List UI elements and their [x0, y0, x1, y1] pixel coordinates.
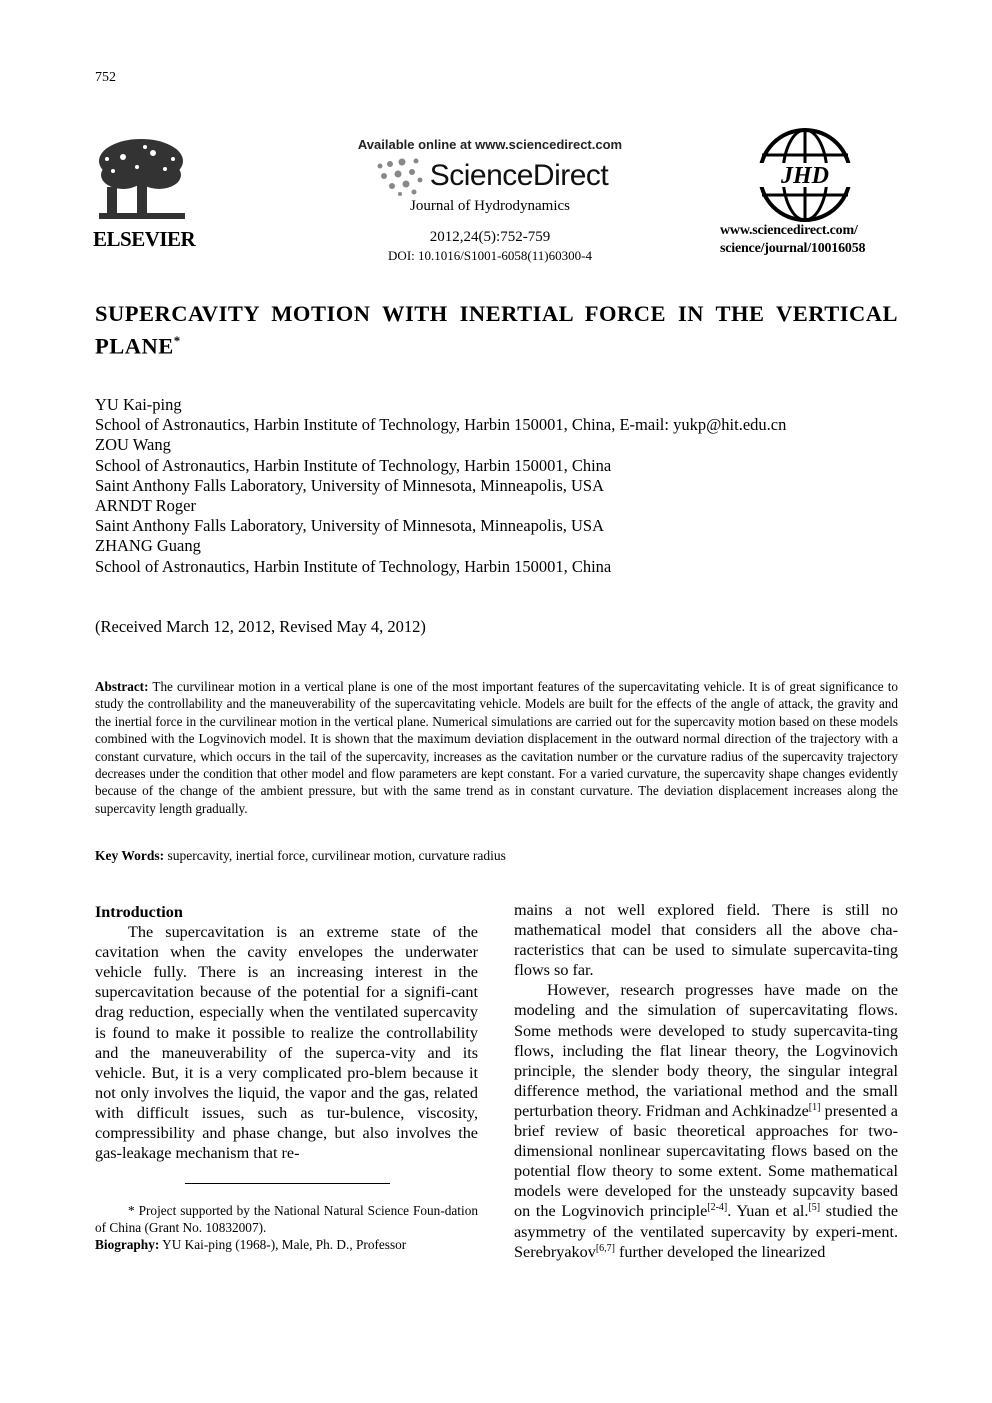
- title-footnote-mark: *: [173, 333, 181, 348]
- biography-label: Biography:: [95, 1237, 160, 1253]
- elsevier-wordmark: ELSEVIER: [93, 227, 196, 251]
- paper-title: [95, 300, 898, 360]
- abstract-text: The curvilinear motion in a vertical plane is one of the most important features of the supercavitating vehicle. It is of great significance to study the controllability and the maneuverability of the supercavitating vehicle. Models are built for the effects of the angle of attack, the gravity and the inertial force in the curvilinear motion in the vertical plane. Numerical simulations are carried out for the supercavity motion based on these models combined with the Logvinovich model. It is shown that the maximum deviation displacement in the outward normal direction of the trajectory with a constant curvature, which occurs in the tail of the supercavity, increases as the cavitation number or the curvature radius of the supercavity trajectory decreases under the condition that other model and flow parameters are kept constant. For a varied curvature, the supercavity shape changes evidently because of the change of the ambient pressure, but with the same trend as in constant curvature. The deviation displacement increases along the supercavity length gradually.: [95, 679, 898, 816]
- jhd-url-line1: www.sciencedirect.com/: [720, 223, 858, 238]
- doi: DOI: 10.1016/S1001-6058(11)60300-4: [388, 248, 592, 263]
- text-run: studied the asymmetry of the ventilated supercavity by experi-ment. Serebryakov: [514, 1202, 899, 1261]
- sciencedirect-name: ScienceDirect: [429, 159, 609, 192]
- author-block: [95, 395, 898, 577]
- paragraph: [514, 980, 898, 1261]
- paragraph: mains a not well explored field. There is still no mathematical model that considers all the above cha-racteristics that can be used to simulate supercavita-ting flows so far.: [514, 901, 898, 980]
- text-run: further developed the linearized: [614, 1242, 826, 1261]
- journal-name: Journal of Hydrodynamics: [410, 198, 570, 214]
- section-heading: Introduction: [95, 903, 183, 921]
- citation: [6,7]: [595, 1242, 615, 1254]
- citation: [5]: [808, 1202, 821, 1214]
- author-line: YU Kai-ping: [95, 395, 182, 414]
- keywords-text: supercavity, inertial force, curvilinear motion, curvature radius: [167, 848, 506, 863]
- available-online: Available online at www.sciencedirect.com: [357, 137, 623, 152]
- author-line: School of Astronautics, Harbin Institute of Technology, Harbin 150001, China: [95, 556, 612, 576]
- received-dates: (Received March 12, 2012, Revised May 4, 2012): [95, 617, 426, 636]
- page-number: 752: [95, 70, 116, 85]
- jhd-url: [720, 222, 905, 258]
- footnote: [95, 1202, 478, 1254]
- paragraph: The supercavitation is an extreme state of the cavitation when the cavity envelopes the underwater vehicle fully. There is an increasing interest in the supercavitation because of the potential for a signifi-cant drag reduction, especially when the ventilated supercavity is found to make it possible to realize the controllability and the maneuverability of the superca-vity and its vehicle. But, it is a very complicated pro-blem because it not only involves the liquid, the vapor and the gas, related with difficult issues, such as tur-bulence, viscosity, compressibility and phase change, but also involves the gas-leakage mechanism that re-: [95, 923, 478, 1163]
- abstract: [95, 678, 898, 817]
- sciencedirect-dots-icon: [372, 156, 430, 196]
- footnote-rule: [185, 1183, 390, 1184]
- author-line: School of Astronautics, Harbin Institute of Technology, Harbin 150001, China: [95, 455, 612, 475]
- citation: [2-4]: [707, 1202, 728, 1214]
- citation: [1]: [808, 1101, 821, 1113]
- project-note: * Project supported by the National Natural Science Foun-dation of China (Grant No. 10832007).: [95, 1203, 478, 1236]
- keywords: [95, 848, 898, 864]
- elsevier-logo: [93, 135, 196, 252]
- text-run: However, research progresses have made on the modeling and the simulation of supercavitating flows. Some methods were developed to study supercavita-ting flows, including the flat linear theory, the Logvinovich principle, the slender body theory, the singular integral difference method, the variational method and the small perturbation theory. Fridman and Achkinadze: [514, 981, 898, 1120]
- author-line: Saint Anthony Falls Laboratory, University of Minnesota, Minneapolis, USA: [95, 516, 605, 536]
- volume-info: 2012,24(5):752-759: [429, 229, 551, 245]
- keywords-label: Key Words:: [95, 848, 165, 863]
- author-line: School of Astronautics, Harbin Institute of Technology, Harbin 150001, China, E-mail: yukp@hit.edu.cn: [95, 415, 787, 435]
- right-column: [514, 900, 898, 1262]
- sciencedirect-logo: [330, 156, 650, 196]
- text-run: presented a brief review of basic theoretical approaches for two-dimensional nonlinear supercavitating flows based on the potential flow theory to some extent. Some mathematical models were developed for the unsteady supcavity based on the Logvinovich principle: [514, 1101, 898, 1221]
- left-column: [95, 902, 478, 1163]
- author-line: ZOU Wang: [95, 435, 171, 455]
- elsevier-tree-icon: [93, 135, 189, 225]
- jhd-url-line2: science/journal/10016058: [720, 241, 866, 256]
- jhd-logo: [740, 127, 870, 223]
- jhd-logo-text: JHD: [781, 163, 829, 189]
- journal-header: [330, 137, 650, 264]
- title-text: SUPERCAVITY MOTION WITH INERTIAL FORCE IN THE VERTICAL PLANE: [95, 301, 898, 359]
- author-line: Saint Anthony Falls Laboratory, University of Minnesota, Minneapolis, USA: [95, 475, 605, 495]
- biography-text: YU Kai-ping (1968-), Male, Ph. D., Professor: [162, 1237, 407, 1253]
- author-line: ARNDT Roger: [95, 496, 196, 516]
- globe-icon: [740, 127, 870, 223]
- author-line: ZHANG Guang: [95, 536, 201, 556]
- abstract-label: Abstract:: [95, 679, 149, 694]
- text-run: . Yuan et al.: [727, 1202, 809, 1221]
- biography: [95, 1236, 478, 1253]
